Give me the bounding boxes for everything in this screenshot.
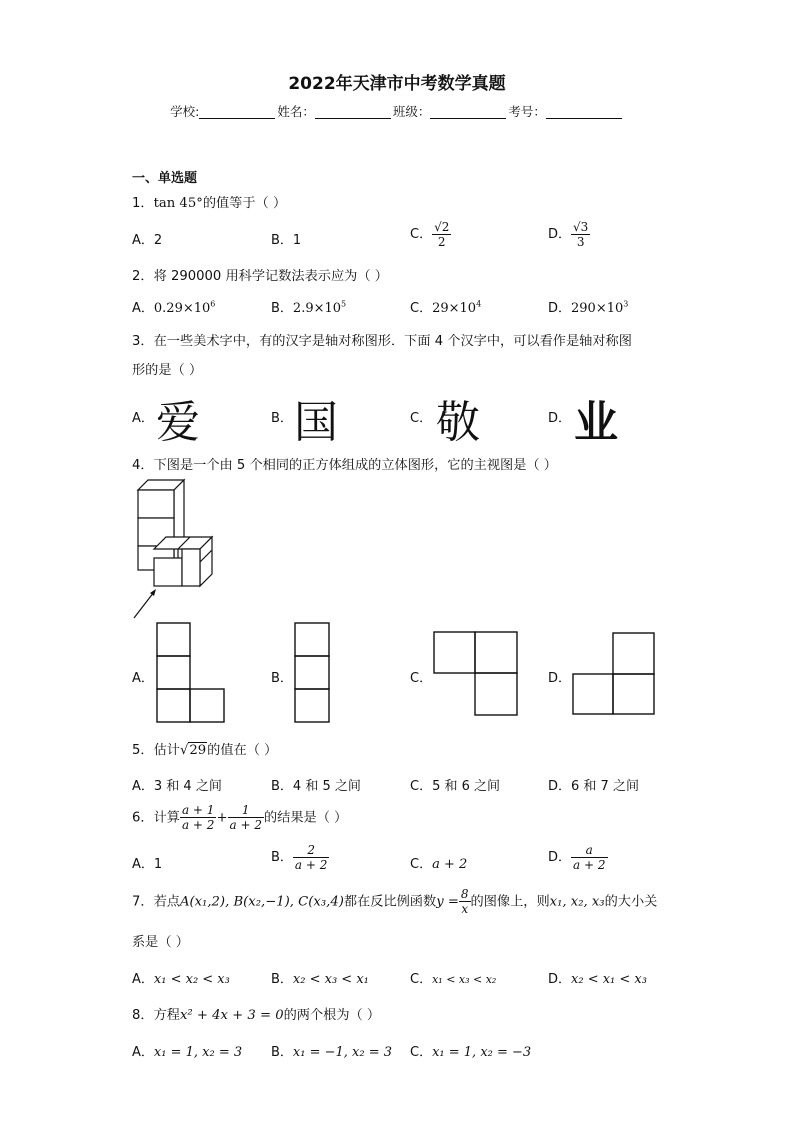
q2-a-exp: 6: [210, 299, 216, 309]
q5-option-a: A．3 和 4 之间: [132, 779, 222, 794]
q4-option-d-figure: [572, 632, 656, 716]
q1-option-d: [548, 220, 590, 249]
q7-end: 的大小关: [604, 894, 658, 910]
q7-vars: x₁, x₂, x₃: [549, 894, 605, 910]
q8-a-label: A．: [132, 1045, 154, 1060]
q3-option-a-label: A．: [132, 411, 154, 426]
q1-c-label: C．: [410, 227, 433, 242]
q2-d-base: 290×10: [571, 301, 624, 316]
q6-f1-den: a + 2: [181, 818, 215, 832]
section-heading: 一、单选题: [132, 171, 198, 186]
q6-b-num: 2: [307, 843, 315, 857]
q7-option-b: [271, 968, 369, 987]
q2-a-label: A．: [132, 301, 154, 316]
q7-d-label: D．: [548, 972, 572, 987]
question-4: 4．下图是一个由 5 个相同的正方体组成的立体图形，它的主视图是（ ）: [132, 458, 557, 473]
q4-option-b-figure: [294, 622, 331, 724]
q8-lead: 8．方程: [132, 1008, 180, 1023]
q8-b-label: B．: [271, 1045, 293, 1060]
q8-a-value: x₁ = 1, x₂ = 3: [153, 1045, 243, 1060]
q2-d-exp: 3: [623, 299, 629, 309]
school-label: 学校:: [170, 104, 200, 119]
q7-c-value: x₁ < x₃ < x₂: [432, 973, 497, 986]
q6-d-num: a: [585, 843, 593, 857]
q5-lead: 5．估计: [132, 743, 180, 758]
q2-option-b: [271, 297, 346, 316]
q6-c-value: a + 2: [432, 857, 468, 872]
q3-option-b-label: B．: [271, 411, 293, 426]
q7-a-label: A．: [132, 972, 154, 987]
q8-equation: x² + 4x + 3 = 0: [179, 1008, 284, 1023]
q6-d-label: D．: [548, 850, 572, 865]
q2-option-c: [410, 297, 481, 316]
q3-option-d-label: D．: [548, 411, 572, 426]
q2-option-d: [548, 297, 628, 316]
q7-c-label: C．: [410, 972, 433, 987]
q3-option-a-char: 爱: [156, 397, 200, 448]
q4-option-c-figure: [433, 631, 519, 717]
question-3-line1: 3．在一些美术字中，有的汉字是轴对称图形．下面 4 个汉字中，可以看作是轴对称图: [132, 334, 632, 349]
q6-plus: +: [216, 810, 228, 826]
q8-option-c: [410, 1041, 531, 1060]
q8-b-value: x₁ = −1, x₂ = 3: [292, 1045, 393, 1060]
q6-c-label: C．: [410, 857, 433, 872]
q6-b-label: B．: [271, 850, 293, 865]
id-label: 考号：: [508, 104, 546, 119]
q7-option-d: [548, 968, 647, 987]
q5-option-b: B．4 和 5 之间: [271, 779, 361, 794]
question-7-line1: [132, 887, 657, 916]
q4-option-d-label: D．: [548, 671, 572, 686]
q2-b-exp: 5: [341, 299, 347, 309]
question-2: 2．将 290000 用科学记数法表示应为（ ）: [132, 269, 388, 284]
q5-option-d: D．6 和 7 之间: [548, 779, 639, 794]
q1-d-den: 3: [571, 234, 590, 249]
q1-expr: tan 45°: [153, 196, 203, 211]
class-label: 班级：: [392, 104, 431, 119]
q7-func-lhs: y =: [436, 894, 459, 910]
view-direction-arrow: [134, 592, 154, 618]
q7-points: A(x₁,2), B(x₂,−1), C(x₃,4): [179, 894, 344, 910]
q3-option-c-char: 敬: [436, 397, 480, 448]
q7-option-a: [132, 968, 230, 987]
q6-tail: 的结果是（ ）: [263, 810, 348, 826]
q8-option-a: [132, 1041, 242, 1060]
q5-tail: 的值在（ ）: [207, 743, 278, 758]
question-6: [132, 803, 347, 832]
q6-option-b: [271, 843, 329, 872]
q4-option-a-label: A．: [132, 671, 154, 686]
question-3-line2: 形的是（ ）: [132, 363, 203, 378]
q6-option-c: [410, 853, 467, 872]
q1-c-den: 2: [432, 234, 451, 249]
q6-f2-den: a + 2: [229, 818, 262, 832]
q2-c-label: C．: [410, 301, 433, 316]
q7-lead: 7．若点: [132, 894, 180, 910]
q5-option-c: C．5 和 6 之间: [410, 779, 501, 794]
q1-lead: 1．: [132, 196, 154, 211]
name-blank: [315, 105, 391, 119]
q7-d-value: x₂ < x₁ < x₃: [571, 972, 647, 987]
q2-option-a: [132, 297, 215, 316]
q7-tail: 的图像上，则: [470, 894, 550, 910]
q2-b-base: 2.9×10: [292, 301, 342, 316]
q2-d-label: D．: [548, 301, 572, 316]
q8-tail: 的两个根为（ ）: [283, 1008, 381, 1023]
q2-b-label: B．: [271, 301, 293, 316]
name-label: 姓名：: [277, 104, 315, 119]
q2-a-base: 0.29×10: [153, 301, 211, 316]
q3-option-b-char: 国: [294, 397, 338, 448]
q6-option-a: A．1: [132, 857, 163, 872]
q8-c-label: C．: [410, 1045, 433, 1060]
question-5: [132, 739, 277, 758]
q1-option-a: A．2: [132, 233, 163, 248]
q7-option-c: [410, 968, 496, 987]
q5-sqrt: √29: [179, 743, 207, 758]
q7-b-value: x₂ < x₃ < x₁: [292, 972, 369, 987]
q2-c-exp: 4: [476, 299, 482, 309]
q6-d-den: a + 2: [573, 858, 606, 872]
q6-f1-num: a + 1: [181, 803, 215, 817]
question-8: [132, 1004, 380, 1023]
id-blank: [546, 105, 622, 119]
class-blank: [430, 105, 506, 119]
question-1: [132, 192, 286, 211]
q8-c-value: x₁ = 1, x₂ = −3: [432, 1045, 532, 1060]
q6-lead: 6．计算: [132, 810, 180, 826]
q4-option-a-figure: [156, 622, 226, 724]
q5-radicand: 29: [189, 743, 207, 758]
q8-option-b: [271, 1041, 392, 1060]
q1-c-num: √2: [434, 220, 450, 234]
q7-b-label: B．: [271, 972, 293, 987]
q6-b-den: a + 2: [294, 858, 328, 872]
q3-option-d-char: 业: [574, 397, 618, 448]
q7-mid: 都在反比例函数: [343, 894, 437, 910]
q7-func-den: x: [459, 901, 471, 916]
q1-option-c: [410, 220, 451, 249]
q1-option-b: B．1: [271, 233, 302, 248]
q4-option-c-label: C．: [410, 671, 433, 686]
student-info-line: [0, 102, 794, 120]
school-blank: [199, 105, 275, 119]
q7-func-num: 8: [460, 887, 469, 901]
page-title: 2022年天津市中考数学真题: [288, 74, 506, 94]
q1-tail: 的值等于（ ）: [202, 196, 287, 211]
question-7-line2: 系是（ ）: [132, 935, 189, 950]
q1-d-label: D．: [548, 227, 572, 242]
q6-f2-num: 1: [241, 803, 250, 817]
q1-d-num: √3: [573, 220, 589, 234]
q2-c-base: 29×10: [432, 301, 477, 316]
q3-option-c-label: C．: [410, 411, 433, 426]
q6-option-d: [548, 843, 608, 872]
q7-a-value: x₁ < x₂ < x₃: [153, 972, 230, 987]
cube-solid-figure: [126, 474, 226, 624]
q4-option-b-label: B．: [271, 671, 293, 686]
